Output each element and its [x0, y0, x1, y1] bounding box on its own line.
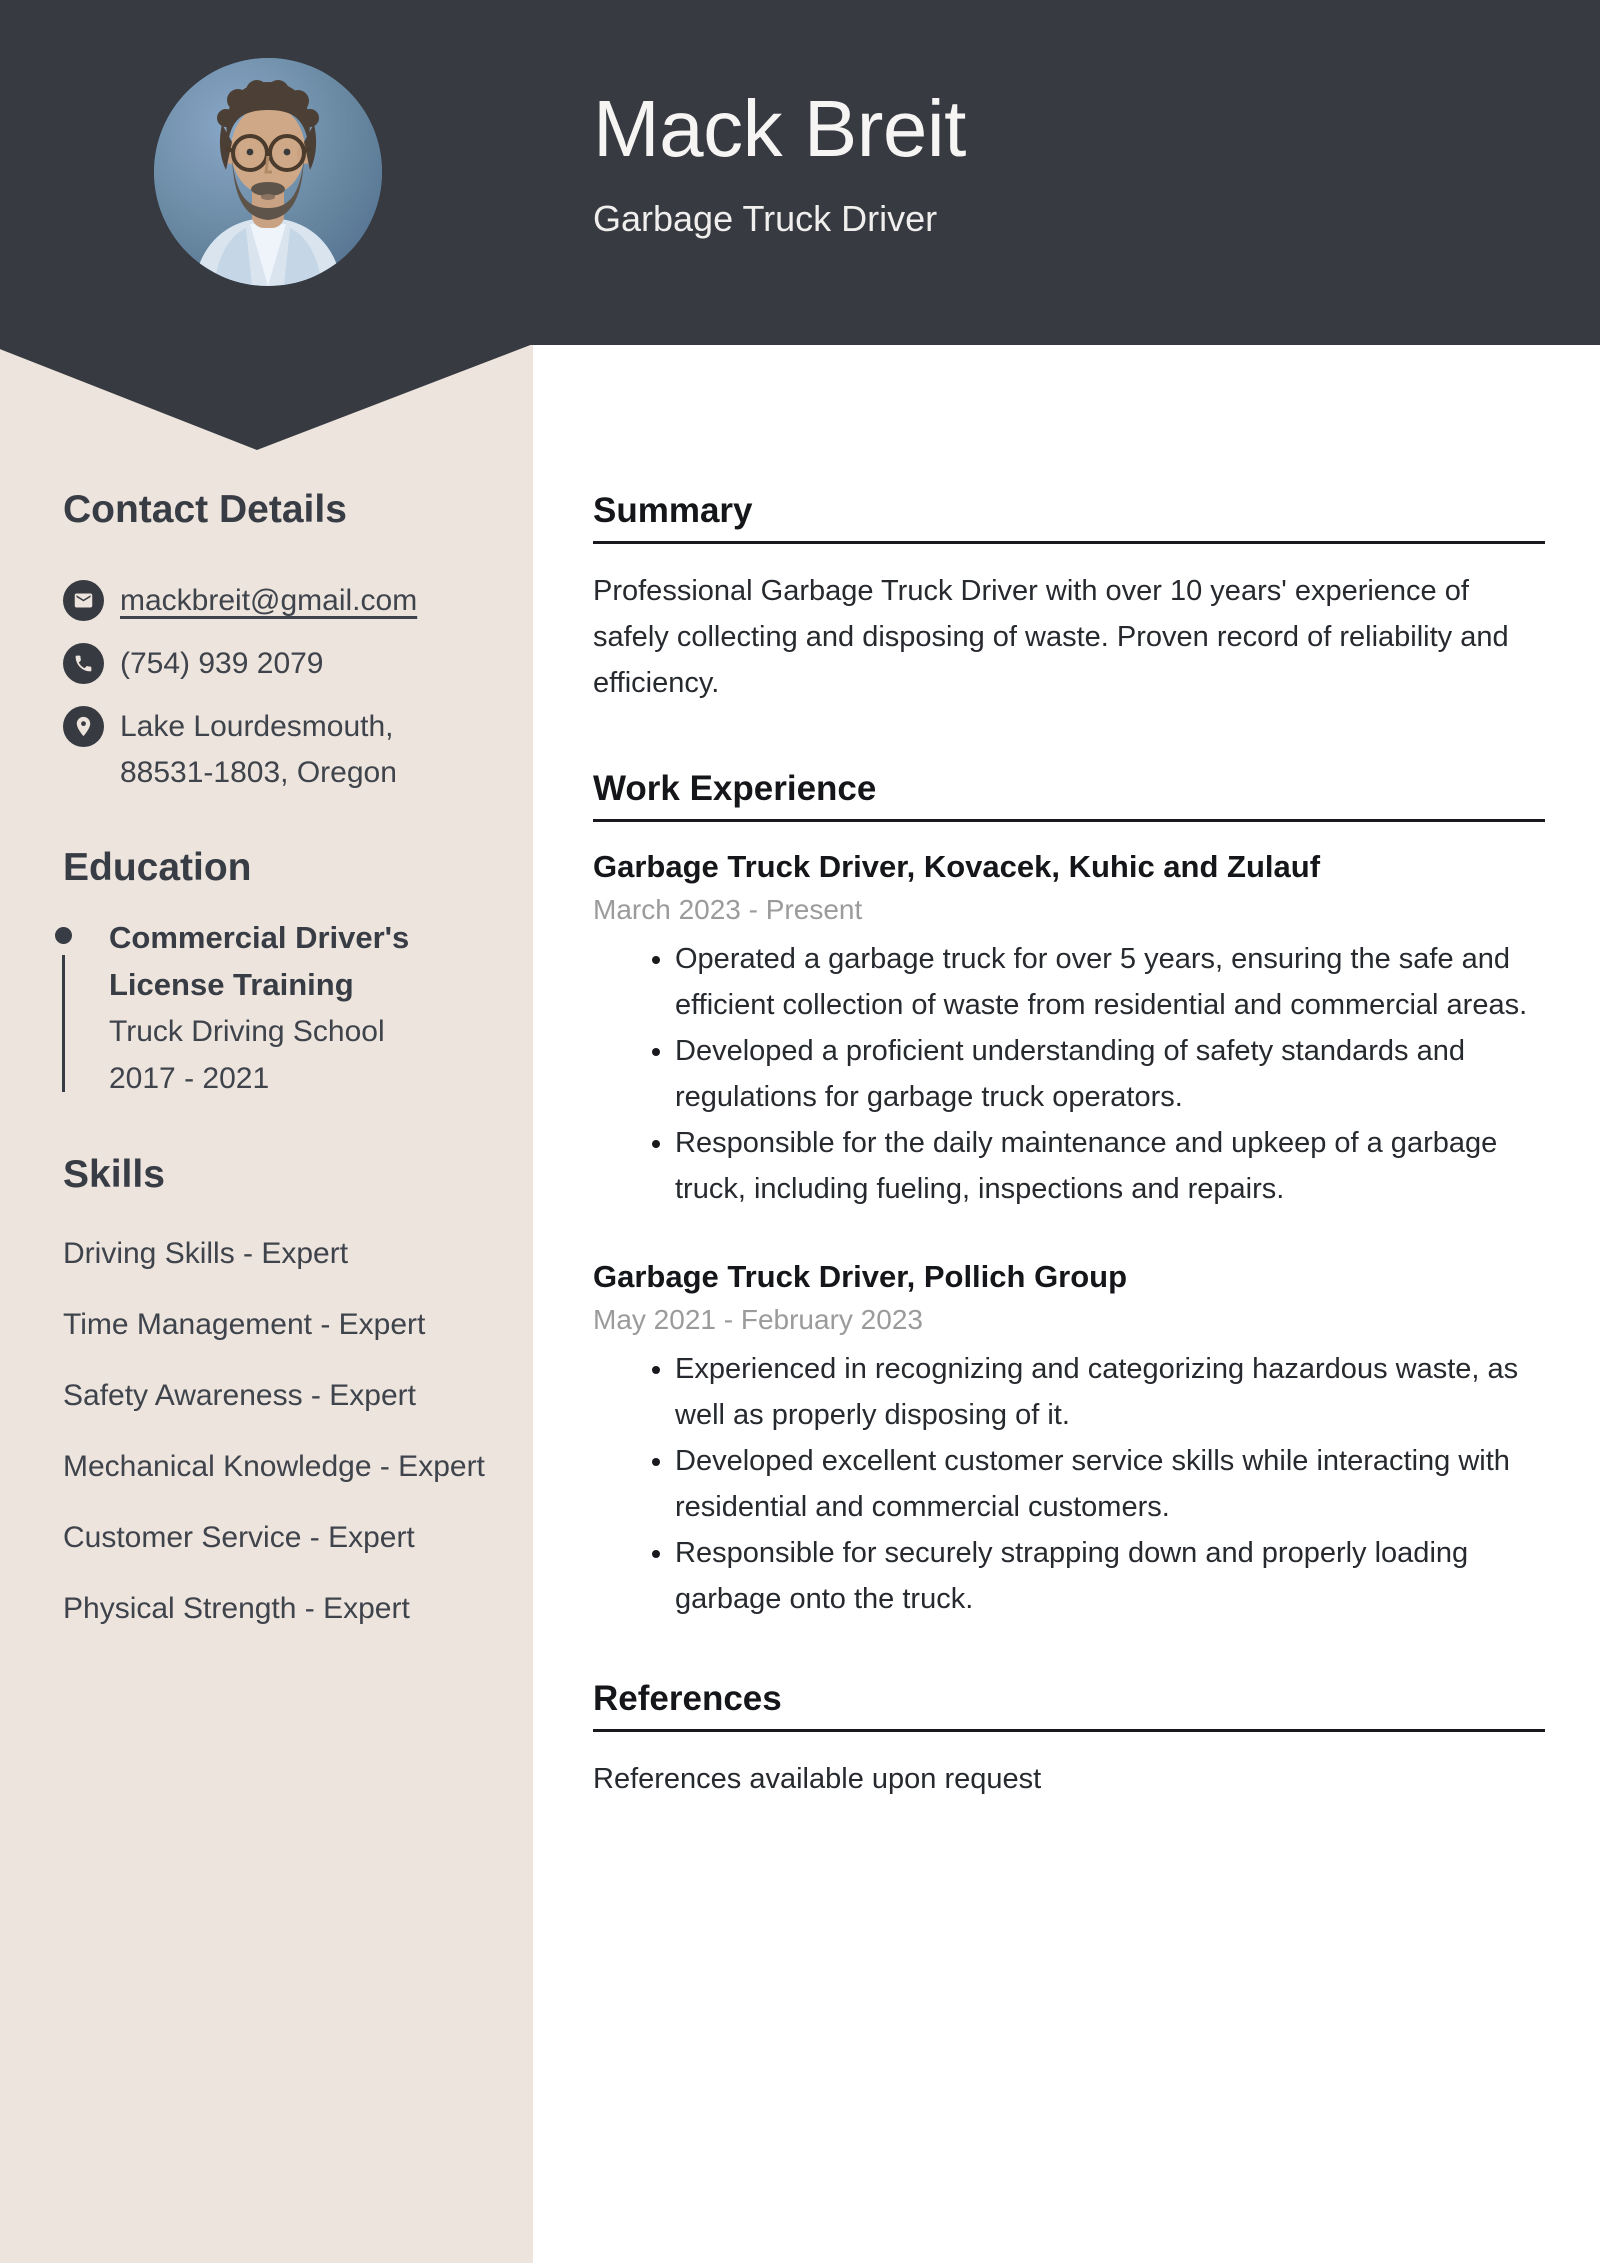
work-experience-heading: Work Experience	[593, 768, 1545, 822]
job-bullet-list	[593, 936, 1545, 1212]
job-bullet: • Operated a garbage truck for over 5 years, ensuring the safe and efficient collection of waste from residential and commercial areas.	[675, 936, 1545, 1028]
timeline-line	[62, 955, 65, 1092]
education-entry	[55, 914, 495, 1102]
email-icon	[63, 580, 104, 621]
job-bullet: • Developed a proficient understanding of safety standards and regulations for garbage truck operators.	[675, 1028, 1545, 1120]
job-bullet-list	[593, 1346, 1545, 1622]
education-school: Truck Driving School	[109, 1014, 385, 1048]
contact-details-section	[63, 487, 493, 813]
education-section	[55, 845, 495, 1102]
job-bullet: • Experienced in recognizing and categorizing hazardous waste, as well as properly disposing of it.	[675, 1346, 1545, 1438]
job-bullet: • Responsible for securely strapping down and properly loading garbage onto the truck.	[675, 1530, 1545, 1622]
skill-item: Mechanical Knowledge - Expert	[63, 1449, 485, 1483]
contact-row-phone	[63, 641, 493, 687]
job-entry	[593, 1258, 1545, 1622]
education-timeline-marker	[55, 914, 72, 1102]
timeline-dot	[55, 927, 72, 944]
skill-item: Customer Service - Expert	[63, 1520, 415, 1554]
summary-text: Professional Garbage Truck Driver with over 10 years' experience of safely collecting and disposing of waste. Proven record of reliability and efficiency.	[593, 575, 1509, 699]
contact-address-value: Lake Lourdesmouth, 88531-1803, Oregon	[120, 709, 397, 789]
skill-item: Safety Awareness - Expert	[63, 1378, 416, 1412]
education-heading: Education	[63, 846, 252, 889]
summary-section	[593, 490, 1545, 706]
person-name: Mack Breit	[593, 84, 966, 173]
email-link[interactable]: mackbreit@gmail.com	[120, 583, 418, 617]
education-degree: Commercial Driver's License Training	[109, 919, 410, 1002]
contact-row-address	[63, 704, 493, 796]
contact-details-heading: Contact Details	[63, 488, 347, 531]
work-experience-section	[593, 768, 1545, 1622]
location-icon	[63, 706, 104, 747]
job-title: Garbage Truck Driver, Pollich Group	[593, 1259, 1128, 1295]
job-bullet: • Responsible for the daily maintenance and upkeep of a garbage truck, including fueling, inspections and repairs.	[675, 1120, 1545, 1212]
profile-photo	[154, 58, 382, 286]
references-section	[593, 1678, 1545, 1802]
summary-heading: Summary	[593, 490, 1545, 544]
education-years: 2017 - 2021	[109, 1061, 270, 1095]
skill-item: Time Management - Expert	[63, 1307, 426, 1341]
contact-email-value	[120, 578, 417, 624]
contact-phone-value: (754) 939 2079	[120, 646, 324, 680]
skills-heading: Skills	[63, 1153, 165, 1196]
job-entry	[593, 848, 1545, 1212]
references-heading: References	[593, 1678, 1545, 1732]
job-bullet: • Developed excellent customer service skills while interacting with residential and commercial customers.	[675, 1438, 1545, 1530]
skills-list	[63, 1231, 503, 1632]
references-text: References available upon request	[593, 1763, 1042, 1795]
job-title: Garbage Truck Driver, Kovacek, Kuhic and Zulauf	[593, 849, 1321, 884]
skills-section	[63, 1152, 503, 1657]
phone-icon	[63, 643, 104, 684]
contact-row-email	[63, 578, 493, 624]
job-dates: May 2021 - February 2023	[593, 1304, 923, 1336]
skill-item: Driving Skills - Expert	[63, 1236, 349, 1270]
skill-item: Physical Strength - Expert	[63, 1591, 410, 1625]
person-job-title: Garbage Truck Driver	[593, 197, 938, 239]
job-dates: March 2023 - Present	[593, 894, 863, 926]
